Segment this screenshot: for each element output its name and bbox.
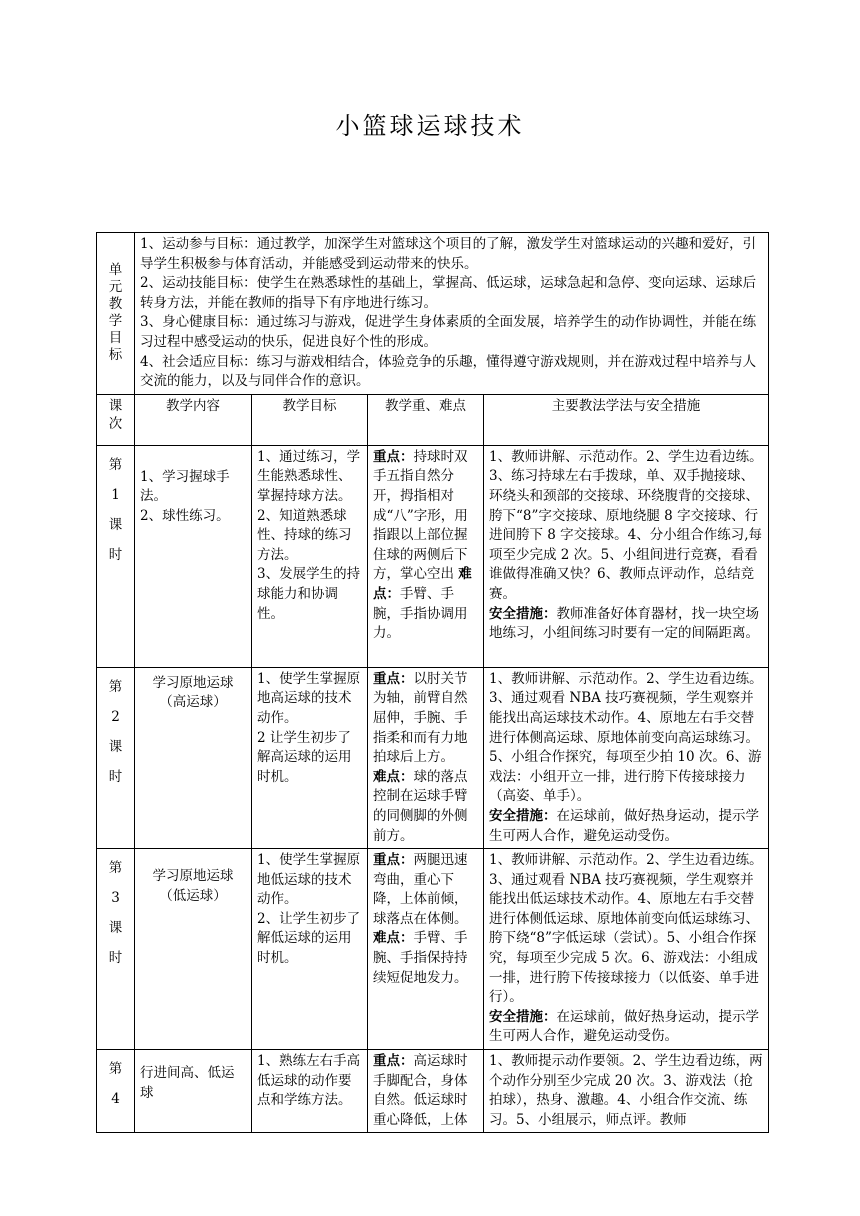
lesson-objectives: 1、使学生掌握原地低运球的技术动作。 2、让学生初步了解低运球的运用时机。: [252, 849, 368, 1050]
lesson-methods: [484, 445, 769, 667]
lesson-content: 行进间高、低运球: [135, 1050, 252, 1133]
goal-item: 2、运动技能目标：使学生在熟悉球性的基础上，掌握高、低运球，运球急起和急停、变向运球、运球后转身方法，并能在教师的指导下有序地进行练习。: [140, 275, 757, 311]
header-methods: 主要教法学法与安全措施: [484, 394, 769, 445]
unit-goals-row: [97, 233, 769, 395]
lesson-row: [97, 849, 769, 1050]
key-point-label: 重点：: [373, 1053, 414, 1070]
lesson-objectives: 1、使学生掌握原地高运球的技术动作。 2 让学生初步了解高运球的运用时机。: [252, 667, 368, 848]
difficulty-text: 手臂、手腕、手指保持持续短促地发力。: [373, 930, 468, 986]
goal-item: 4、社会适应目标：练习与游戏相结合，体验竞争的乐趣，懂得遵守游戏规则，并在游戏过程中培养与人交流的能力，以及与同伴合作的意识。: [140, 353, 757, 390]
difficulty-label: 难点：: [373, 566, 472, 602]
lesson-key-points: [368, 849, 484, 1050]
difficulty-label: 难点：: [373, 768, 414, 785]
safety-label: 安全措施：: [489, 807, 557, 824]
key-point-label: 重点：: [373, 670, 414, 687]
lesson-key-points: [368, 1050, 484, 1133]
lesson-row: [97, 445, 769, 667]
difficulty-text: 球的落点控制在运球手臂的同侧脚的外侧前方。: [373, 768, 468, 844]
methods-text: 1、教师讲解、示范动作。2、学生边看边练。3、通过观看 NBA 技巧赛视频，学生观察并能找出低运球技术动作。4、原地左右手交替进行体侧低运球、原地体前变向低运球练习、胯下绕“8”字低运球（尝试）。5、小组合作探究，每项至少完成 5 次。6、游戏法：小组成一排，进行胯下传接球接力（以低姿、单手进行）。: [489, 852, 763, 1006]
lesson-objectives: 1、熟练左右手高低运球的动作要点和学练方法。: [252, 1050, 368, 1133]
lesson-content: 1、学习握球手法。 2、球性练习。: [135, 445, 252, 667]
unit-goals-label: 单 元 教 学 目 标: [97, 233, 135, 395]
lesson-methods: [484, 667, 769, 848]
unit-goals-content: [135, 233, 769, 395]
key-point-text: 持球时双手五指自然分开，拇指相对成“八”字形，用指跟以上部位握住球的两侧后下方，掌心空出: [373, 448, 468, 583]
header-row: [97, 394, 769, 445]
lesson-row: [97, 667, 769, 848]
lesson-methods: [484, 849, 769, 1050]
lesson-number: 第 2 课 时: [97, 667, 135, 848]
methods-text: 1、教师提示动作要领。2、学生边看边练，两个动作分别至少完成 20 次。3、游戏法（抢拍球），热身、激趣。4、小组合作交流、练习。5、小组展示，师点评。教师: [489, 1053, 763, 1128]
safety-text: 在运球前，做好热身运动，提示学生可两人合作，避免运动受伤。: [489, 807, 759, 844]
lesson-number: 第 1 课 时: [97, 445, 135, 667]
header-objectives: 教学目标: [252, 394, 368, 445]
document-title: 小篮球运球技术: [335, 112, 525, 140]
safety-text: 在运球前，做好热身运动，提示学生可两人合作，避免运动受伤。: [489, 1008, 759, 1045]
key-point-text: 两腿迅速弯曲，重心下降，上体前倾，球落点在体侧。: [373, 852, 468, 927]
lesson-number: 第 3 课 时: [97, 849, 135, 1050]
lesson-objectives: 1、通过练习，学生能熟悉球性、掌握持球方法。 2、知道熟悉球性、持球的练习方法。 3、发展学生的持球能力和协调性。: [252, 445, 368, 667]
lesson-key-points: [368, 445, 484, 667]
lesson-content: 学习原地运球 （高运球）: [135, 667, 252, 848]
key-point-text: 以肘关节为轴，前臂自然屈伸，手腕、手指柔和而有力地拍球后上方。: [373, 670, 468, 766]
methods-text: 1、教师讲解、示范动作。2、学生边看边练。3、练习持球左右手拨球，单、双手抛接球、环绕头和颈部的交接球、环绕腹背的交接球、胯下“8”字交接球、原地绕腿 8 字交接球、行进间胯下 8 字交接球。4、分小组合作练习,每项至少完成 2 次。5、小组间进行竞赛，看看谁做得准确又快？6、教师点评动作，总结竞赛。: [489, 448, 763, 602]
lesson-methods: [484, 1050, 769, 1133]
key-point-label: 重点：: [373, 448, 414, 465]
lesson-plan-table: [96, 232, 769, 1133]
methods-text: 1、教师讲解、示范动作。2、学生边看边练。3、通过观看 NBA 技巧赛视频，学生观察并能找出高运球技术动作。4、原地左右手交替进行体侧高运球、原地体前变向高运球练习。5、小组合作探究，每项至少拍 10 次。6、游戏法：小组开立一排，进行胯下传接球接力（高姿、单手）。: [489, 670, 763, 805]
lesson-number: 第 4: [97, 1050, 135, 1133]
safety-label: 安全措施：: [489, 605, 557, 622]
key-point-text: 高运球时手脚配合，身体自然。低运球时重心降低，上体: [373, 1053, 468, 1128]
difficulty-text: 手臂、手腕，手指协调用力。: [373, 585, 468, 642]
header-lesson-no: 课 次: [97, 394, 135, 445]
difficulty-label: 难点：: [373, 930, 414, 947]
lesson-content: 学习原地运球 （低运球）: [135, 849, 252, 1050]
safety-label: 安全措施：: [489, 1008, 557, 1025]
goal-item: 3、身心健康目标：通过练习与游戏，促进学生身体素质的全面发展，培养学生的动作协调性，并能在练习过程中感受运动的快乐，促进良好个性的形成。: [140, 314, 757, 350]
header-content: 教学内容: [135, 394, 252, 445]
key-point-label: 重点：: [373, 852, 414, 869]
safety-text: 教师准备好体育器材，找一块空场地练习，小组间练习时要有一定的间隔距离。: [489, 605, 759, 642]
lesson-key-points: [368, 667, 484, 848]
lesson-row: [97, 1050, 769, 1133]
header-key-points: 教学重、难点: [368, 394, 484, 445]
goal-item: 1、运动参与目标：通过教学，加深学生对篮球这个项目的了解，激发学生对篮球运动的兴趣和爱好，引导学生积极参与体育活动，并能感受到运动带来的快乐。: [140, 236, 757, 272]
